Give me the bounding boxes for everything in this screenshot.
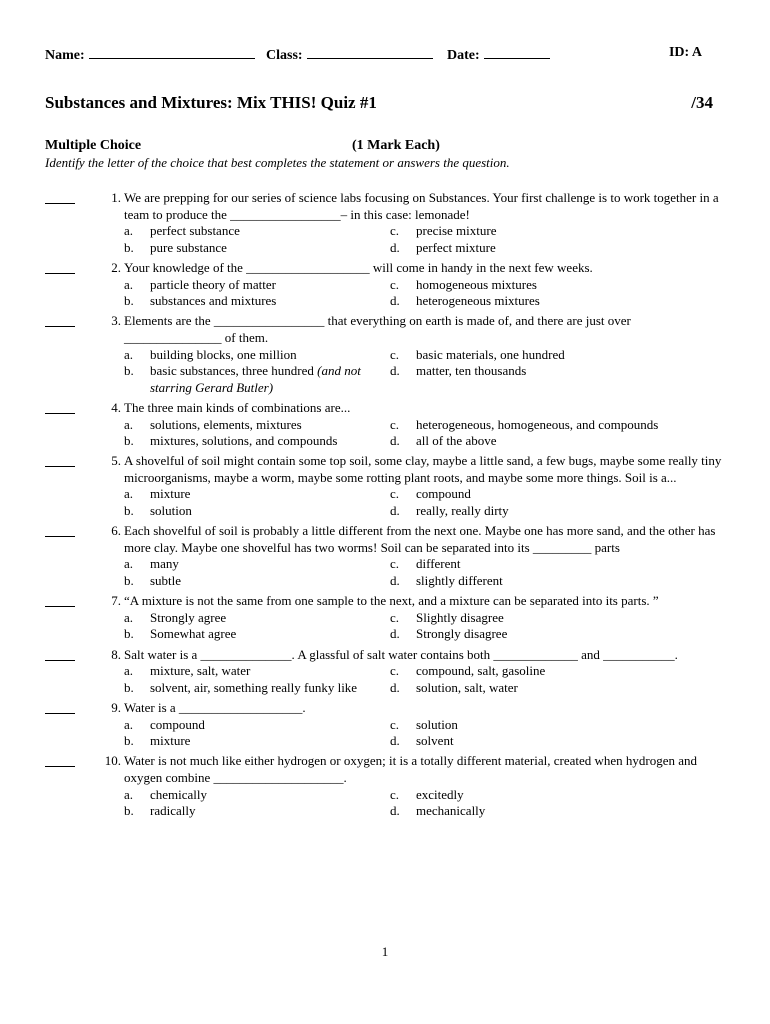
answer-option [124, 293, 390, 310]
option-text-wrap [416, 293, 722, 310]
question-item [45, 593, 725, 643]
option-text: excitedly [416, 786, 464, 802]
question-number: 6. [111, 523, 121, 539]
option-text: mixture [150, 486, 191, 502]
option-text: Slightly disagree [416, 609, 504, 625]
answer-option [390, 717, 722, 734]
answer-option [390, 486, 722, 503]
option-letter: a. [124, 609, 134, 625]
option-text: really, really dirty [416, 503, 509, 519]
option-text: particle theory of matter [150, 276, 276, 292]
option-letter: a. [124, 663, 134, 679]
answer-options [124, 486, 722, 519]
answer-blank[interactable] [45, 647, 75, 661]
option-letter: d. [390, 733, 400, 749]
answer-options [124, 556, 722, 589]
answer-option [124, 486, 390, 503]
option-italic-note: (and not starring Gerard Butler) [150, 363, 361, 395]
answer-options [124, 663, 722, 696]
question-list [45, 190, 725, 823]
question-stem: Elements are the _________________ that everything on earth is made of, and there are just over _______________ of them. [124, 313, 631, 345]
answer-option [124, 610, 390, 627]
option-text-wrap [416, 433, 722, 450]
question-stem: Water is not much like either hydrogen or oxygen; it is a totally different material, created when hydrogen and oxygen combine ____________________. [124, 753, 698, 785]
question-item [45, 313, 725, 396]
option-text-wrap [416, 626, 722, 643]
option-text-wrap [416, 486, 722, 503]
option-letter: c. [390, 276, 400, 292]
option-letter: c. [390, 609, 400, 625]
answer-option [124, 223, 390, 240]
option-text: slightly different [416, 573, 503, 589]
answer-options [124, 417, 722, 450]
option-text: pure substance [150, 239, 227, 255]
option-text: solution [416, 716, 458, 732]
option-text: basic substances, three hundred [150, 363, 318, 379]
option-text: solvent [416, 733, 454, 749]
answer-option [390, 610, 722, 627]
answer-options [124, 610, 722, 643]
option-text: perfect mixture [416, 239, 496, 255]
option-text: solvent, air, something really funky like [150, 679, 358, 695]
option-text-wrap [416, 787, 722, 804]
answer-blank[interactable] [45, 260, 75, 274]
option-text: compound [150, 716, 205, 732]
option-text: mixture, salt, water [150, 663, 251, 679]
option-text-wrap [416, 556, 722, 573]
answer-option [390, 363, 722, 396]
option-text-wrap [150, 486, 390, 503]
option-text: substances and mixtures [150, 293, 277, 309]
option-letter: b. [124, 626, 134, 642]
option-text-wrap [150, 417, 390, 434]
option-letter: a. [124, 556, 134, 572]
option-letter: b. [124, 293, 134, 309]
answer-option [124, 717, 390, 734]
answer-option [390, 503, 722, 520]
question-number: 8. [111, 646, 121, 662]
option-letter: c. [390, 663, 400, 679]
answer-option [390, 733, 722, 750]
option-text-wrap [150, 733, 390, 750]
option-letter: a. [124, 486, 134, 502]
option-text: mixtures, solutions, and compounds [150, 433, 338, 449]
option-text-wrap [416, 573, 722, 590]
option-text-wrap [150, 240, 390, 257]
answer-option [390, 680, 722, 697]
question-stem: Your knowledge of the ___________________ will come in handy in the next few weeks. [124, 259, 593, 275]
answer-option [124, 787, 390, 804]
question-stem: The three main kinds of combinations are... [124, 399, 351, 415]
question-item [45, 260, 725, 310]
option-text-wrap [416, 277, 722, 294]
answer-options [124, 787, 722, 820]
answer-option [390, 277, 722, 294]
question-stem: A shovelful of soil might contain some top soil, some clay, maybe a little sand, a few bugs, maybe some really tiny microorganisms, maybe a worm, maybe some rotting plant roots, and maybe some more things. Soil is a... [124, 453, 722, 485]
total-score: /34 [691, 93, 713, 112]
option-text-wrap [150, 680, 390, 697]
option-text: compound, salt, gasoline [416, 663, 546, 679]
answer-option [390, 626, 722, 643]
question-stem: We are prepping for our series of science labs focusing on Substances. Your first challenge is to work together in a team to produce the _________________– in this case: lemonade! [124, 190, 719, 222]
answer-option [124, 363, 390, 396]
question-item [45, 700, 725, 750]
option-text-wrap [150, 556, 390, 573]
option-text: Strongly agree [150, 609, 227, 625]
option-text-wrap [150, 223, 390, 240]
answer-option [124, 503, 390, 520]
name-blank [89, 45, 255, 59]
option-letter: b. [124, 433, 134, 449]
answer-blank[interactable] [45, 190, 75, 204]
answer-options [124, 277, 722, 310]
section-heading: Multiple Choice [45, 138, 142, 153]
option-letter: b. [124, 239, 134, 255]
header-fields [45, 45, 702, 63]
option-text-wrap [150, 277, 390, 294]
page-number: 1 [381, 944, 389, 959]
option-letter: c. [390, 346, 400, 362]
option-text-wrap [150, 787, 390, 804]
question-stem: “A mixture is not the same from one sample to the next, and a mixture can be separated into its parts. ” [124, 593, 659, 609]
answer-option [390, 347, 722, 364]
option-letter: d. [390, 626, 400, 642]
question-item [45, 523, 725, 589]
option-text-wrap [416, 347, 722, 364]
option-letter: c. [390, 416, 400, 432]
option-text-wrap [150, 433, 390, 450]
option-text-wrap [150, 503, 390, 520]
quiz-title: Substances and Mixtures: Mix THIS! Quiz #1 [45, 93, 377, 112]
option-letter: b. [124, 503, 134, 519]
answer-option [390, 803, 722, 820]
answer-blank[interactable] [45, 523, 75, 537]
option-text-wrap [150, 347, 390, 364]
option-text-wrap [416, 240, 722, 257]
option-text: matter, ten thousands [416, 363, 527, 379]
question-number: 1. [111, 190, 121, 205]
answer-option [390, 433, 722, 450]
option-letter: d. [390, 679, 400, 695]
answer-option [124, 733, 390, 750]
answer-option [124, 680, 390, 697]
question-stem: Each shovelful of soil is probably a little different from the next one. Maybe one has more sand, and the other has more clay. Maybe one shovelful has two worms! Soil can be separated into its _________ parts [124, 523, 716, 555]
question-number: 2. [111, 259, 121, 275]
answer-option [124, 556, 390, 573]
option-letter: b. [124, 363, 134, 379]
section-marks: (1 Mark Each) [352, 138, 440, 153]
option-text-wrap [150, 293, 390, 310]
question-number: 10. [104, 753, 121, 769]
answer-options [124, 347, 722, 397]
option-text: precise mixture [416, 223, 497, 239]
option-letter: b. [124, 679, 134, 695]
answer-option [124, 663, 390, 680]
answer-blank[interactable] [45, 453, 75, 467]
option-text-wrap [150, 573, 390, 590]
option-text-wrap [416, 663, 722, 680]
option-text: subtle [150, 573, 182, 589]
question-number: 7. [111, 593, 121, 609]
option-text-wrap [416, 417, 722, 434]
option-text: Strongly disagree [416, 626, 508, 642]
option-letter: d. [390, 293, 400, 309]
answer-option [390, 417, 722, 434]
answer-option [124, 347, 390, 364]
section-instructions: Identify the letter of the choice that best completes the statement or answers the question. [45, 155, 510, 170]
answer-blank[interactable] [45, 313, 75, 327]
option-letter: c. [390, 223, 400, 239]
option-text: heterogeneous, homogeneous, and compounds [416, 416, 659, 432]
date-blank [484, 45, 550, 59]
option-text-wrap [416, 223, 722, 240]
id-label: ID: A [668, 45, 702, 60]
answer-option [390, 663, 722, 680]
class-field [266, 45, 433, 64]
option-text-wrap [150, 663, 390, 680]
question-item [45, 753, 725, 819]
option-text: compound [416, 486, 471, 502]
question-item [45, 190, 725, 256]
class-blank [307, 45, 433, 59]
answer-blank[interactable] [45, 753, 75, 767]
option-text: mixture [150, 733, 191, 749]
class-label: Class: [266, 48, 303, 63]
option-text: solutions, elements, mixtures [150, 416, 302, 432]
option-letter: b. [124, 803, 134, 819]
option-text-wrap [416, 680, 722, 697]
answer-option [124, 626, 390, 643]
question-number: 5. [111, 453, 121, 469]
option-letter: d. [390, 433, 400, 449]
option-letter: a. [124, 786, 134, 802]
option-letter: d. [390, 573, 400, 589]
answer-option [390, 223, 722, 240]
answer-options [124, 223, 722, 256]
answer-option [390, 573, 722, 590]
question-stem: Water is a ___________________. [124, 699, 306, 715]
option-text: basic materials, one hundred [416, 346, 565, 362]
option-text: many [150, 556, 179, 572]
option-letter: c. [390, 716, 400, 732]
option-text-wrap [150, 717, 390, 734]
option-text: perfect substance [150, 223, 240, 239]
answer-option [390, 787, 722, 804]
name-field [45, 45, 255, 64]
option-letter: c. [390, 486, 400, 502]
question-number: 3. [111, 313, 121, 329]
question-item [45, 647, 725, 697]
option-text: Somewhat agree [150, 626, 237, 642]
answer-option [124, 433, 390, 450]
date-field [447, 45, 550, 64]
question-number: 9. [111, 699, 121, 715]
option-text-wrap [150, 363, 390, 396]
answer-option [124, 803, 390, 820]
option-text: solution [150, 503, 192, 519]
date-label: Date: [447, 48, 480, 63]
option-text: radically [150, 803, 196, 819]
question-item [45, 400, 725, 450]
option-letter: d. [390, 503, 400, 519]
answer-option [390, 293, 722, 310]
option-text: solution, salt, water [416, 679, 518, 695]
answer-option [124, 277, 390, 294]
question-item [45, 453, 725, 519]
option-letter: b. [124, 573, 134, 589]
option-letter: d. [390, 803, 400, 819]
option-letter: a. [124, 416, 134, 432]
option-text-wrap [416, 503, 722, 520]
answer-blank[interactable] [45, 700, 75, 714]
option-text-wrap [416, 803, 722, 820]
answer-option [124, 573, 390, 590]
option-text: homogeneous mixtures [416, 276, 537, 292]
answer-option [390, 240, 722, 257]
answer-blank[interactable] [45, 400, 75, 414]
option-text-wrap [150, 803, 390, 820]
option-text: chemically [150, 786, 208, 802]
option-text: heterogeneous mixtures [416, 293, 540, 309]
name-label: Name: [45, 48, 85, 63]
option-text-wrap [416, 717, 722, 734]
option-text-wrap [150, 626, 390, 643]
answer-option [390, 556, 722, 573]
option-text-wrap [416, 733, 722, 750]
option-letter: a. [124, 223, 134, 239]
option-letter: a. [124, 716, 134, 732]
option-text-wrap [416, 363, 722, 396]
option-text: different [416, 556, 461, 572]
option-text: mechanically [416, 803, 486, 819]
option-letter: a. [124, 346, 134, 362]
option-letter: d. [390, 363, 400, 379]
question-number: 4. [111, 399, 121, 415]
option-letter: a. [124, 276, 134, 292]
answer-blank[interactable] [45, 593, 75, 607]
option-text-wrap [150, 610, 390, 627]
option-letter: c. [390, 786, 400, 802]
option-letter: c. [390, 556, 400, 572]
option-letter: b. [124, 733, 134, 749]
option-text: building blocks, one million [150, 346, 297, 362]
option-text: all of the above [416, 433, 497, 449]
question-stem: Salt water is a ______________. A glassful of salt water contains both _____________ and ___________. [124, 646, 678, 662]
answer-options [124, 717, 722, 750]
answer-option [124, 240, 390, 257]
option-text-wrap [416, 610, 722, 627]
option-letter: d. [390, 239, 400, 255]
answer-option [124, 417, 390, 434]
